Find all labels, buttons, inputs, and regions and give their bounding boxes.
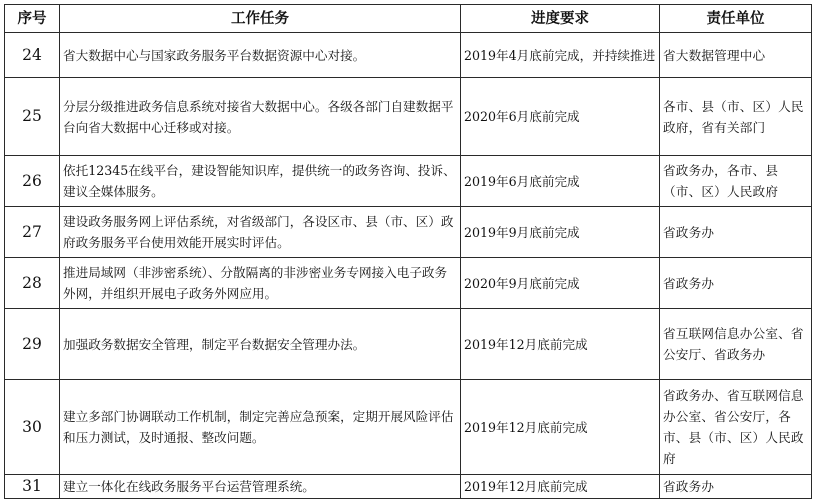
- row-task: 建设政务服务网上评估系统，对省级部门，各设区市、县（市、区）政府政务服务平台使用效能开展实时评估。: [60, 207, 461, 258]
- row-task: 省大数据中心与国家政务服务平台数据资源中心对接。: [60, 33, 461, 78]
- row-progress: 2020年9月底前完成: [461, 258, 660, 309]
- row-progress: 2019年9月底前完成: [461, 207, 660, 258]
- row-unit: 省政务办: [660, 258, 812, 309]
- header-seq: 序号: [5, 5, 60, 33]
- table-row: [5, 475, 812, 499]
- table-row: [5, 380, 812, 475]
- row-unit: 省政务办: [660, 475, 812, 499]
- row-task: 加强政务数据安全管理，制定平台数据安全管理办法。: [60, 309, 461, 380]
- row-unit: 各市、县（市、区）人民政府，省有关部门: [660, 78, 812, 156]
- row-seq: 27: [5, 207, 60, 258]
- row-seq: 28: [5, 258, 60, 309]
- row-progress: 2019年12月底前完成: [461, 309, 660, 380]
- row-task: 分层分级推进政务信息系统对接省大数据中心。各级各部门自建数据平台向省大数据中心迁移或对接。: [60, 78, 461, 156]
- row-seq: 26: [5, 156, 60, 207]
- row-seq: 29: [5, 309, 60, 380]
- table-header-row: [5, 5, 812, 33]
- row-unit: 省大数据管理中心: [660, 33, 812, 78]
- table-row: [5, 207, 812, 258]
- row-seq: 25: [5, 78, 60, 156]
- row-task: 推进局域网（非涉密系统）、分散隔离的非涉密业务专网接入电子政务外网，并组织开展电子政务外网应用。: [60, 258, 461, 309]
- table-row: [5, 78, 812, 156]
- task-table: [4, 4, 812, 499]
- row-progress: 2019年12月底前完成: [461, 475, 660, 499]
- row-seq: 24: [5, 33, 60, 78]
- row-task: 依托12345在线平台，建设智能知识库，提供统一的政务咨询、投诉、建议全媒体服务。: [60, 156, 461, 207]
- header-progress: 进度要求: [461, 5, 660, 33]
- table-row: [5, 309, 812, 380]
- row-unit: 省互联网信息办公室、省公安厅、省政务办: [660, 309, 812, 380]
- table-row: [5, 156, 812, 207]
- row-progress: 2019年6月底前完成: [461, 156, 660, 207]
- row-task: 建立多部门协调联动工作机制，制定完善应急预案，定期开展风险评估和压力测试，及时通报、整改问题。: [60, 380, 461, 475]
- header-task: 工作任务: [60, 5, 461, 33]
- row-progress: 2019年12月底前完成: [461, 380, 660, 475]
- row-seq: 30: [5, 380, 60, 475]
- table-row: [5, 258, 812, 309]
- row-unit: 省政务办，各市、县（市、区）人民政府: [660, 156, 812, 207]
- row-seq: 31: [5, 475, 60, 499]
- header-unit: 责任单位: [660, 5, 812, 33]
- table-row: [5, 33, 812, 78]
- row-unit: 省政务办、省互联网信息办公室、省公安厅，各市、县（市、区）人民政府: [660, 380, 812, 475]
- row-progress: 2020年6月底前完成: [461, 78, 660, 156]
- row-progress: 2019年4月底前完成，并持续推进: [461, 33, 660, 78]
- row-task: 建立一体化在线政务服务平台运营管理系统。: [60, 475, 461, 499]
- row-unit: 省政务办: [660, 207, 812, 258]
